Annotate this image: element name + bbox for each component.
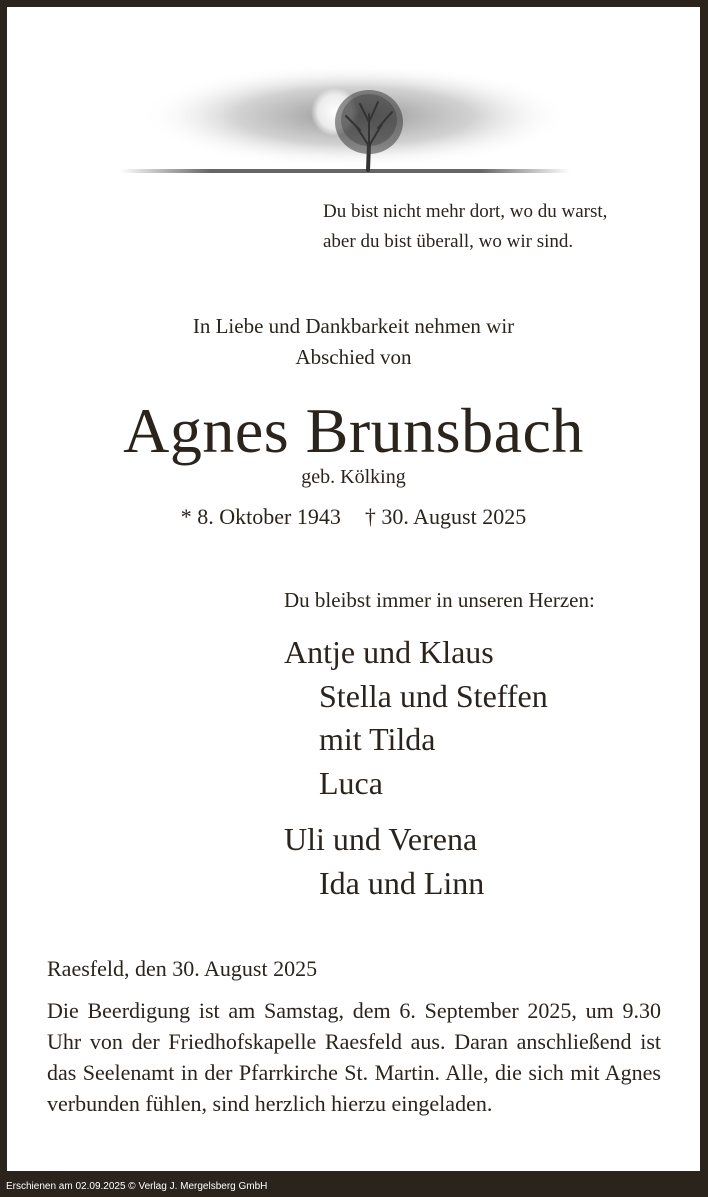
deceased-name: Agnes Brunsbach [123, 395, 584, 466]
tree-illustration [120, 64, 570, 184]
life-dates [7, 502, 700, 532]
intro-text [7, 311, 700, 373]
place-date: Raesfeld, den 30. August 2025 [47, 956, 318, 981]
mourners-heading: Du bleibst immer in unseren Herzen: [284, 588, 595, 612]
funeral-info: Die Beerdigung ist am Samstag, dem 6. September 2025, um 9.30 Uhr von der Friedhofskapelle Raesfeld aus. Daran anschließend ist das Seelenamt in der Pfarrkirche St. Martin. Alle, die sich mit Agnes verbunden fühlen, sind herzlich hierzu eingeladen. [47, 998, 661, 1116]
intro-line: In Liebe und Dankbarkeit nehmen wir [192, 314, 515, 338]
family-member: Ida und Linn [319, 864, 485, 901]
quote-line: Du bist nicht mehr dort, wo du warst, [323, 201, 608, 222]
maiden-name: geb. Kölking [301, 466, 406, 488]
family-member: Uli und Verena [284, 821, 478, 857]
family-member: mit Tilda [319, 721, 436, 757]
intro-line: Abschied von [295, 345, 412, 369]
quote [323, 197, 607, 257]
family-member: Luca [319, 764, 383, 801]
family-group [284, 631, 548, 805]
publication-footer: Erschienen am 02.09.2025 © Verlag J. Mergelsberg GmbH [6, 1181, 268, 1192]
family-member: Stella und Steffen [319, 677, 548, 714]
family-member: Antje und Klaus [284, 634, 494, 670]
birth-date: * 8. Oktober 1943 [180, 504, 341, 529]
family-group [284, 818, 484, 905]
death-date: † 30. August 2025 [364, 504, 527, 529]
quote-line: aber du bist überall, wo wir sind. [323, 231, 574, 252]
obituary-notice [7, 7, 700, 1171]
